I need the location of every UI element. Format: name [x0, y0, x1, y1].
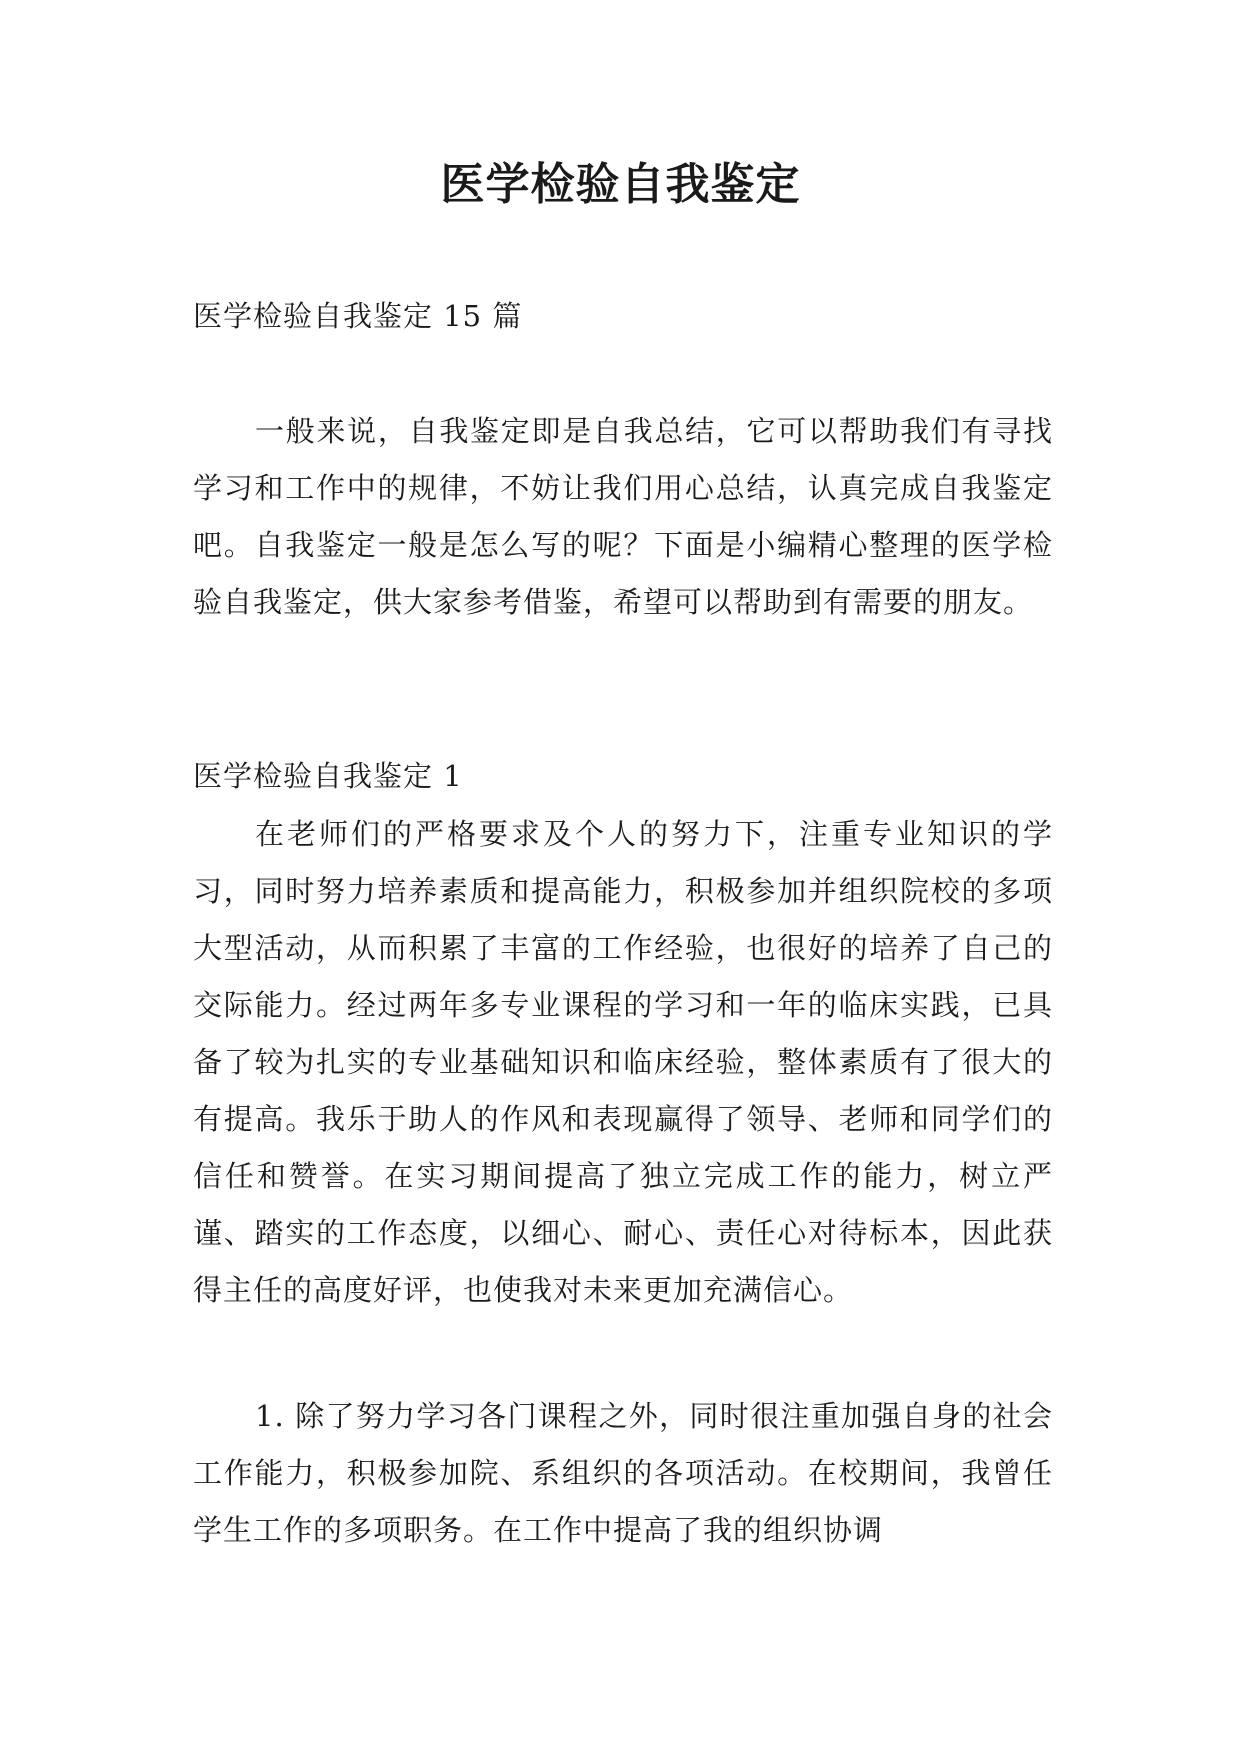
document-subtitle: 医学检验自我鉴定 15 篇 — [193, 299, 523, 333]
body-paragraph-2: 1. 除了努力学习各门课程之外，同时很注重加强自身的社会工作能力，积极参加院、系组织的各项活动。在校期间，我曾任学生工作的多项职务。在工作中提高了我的组织协调 — [193, 1399, 1053, 1547]
section-heading: 医学检验自我鉴定 1 — [193, 759, 463, 793]
body-paragraph-1: 在老师们的严格要求及个人的努力下，注重专业知识的学习，同时努力培养素质和提高能力，积极参加并组织院校的多项大型活动，从而积累了丰富的工作经验，也很好的培养了自己的交际能力。经过两年多专业课程的学习和一年的临床实践，已具备了较为扎实的专业基础知识和临床经验，整体素质有了很大的有提高。我乐于助人的作风和表现赢得了领导、老师和同学们的信任和赞誉。在实习期间提高了独立完成工作的能力，树立严谨、踏实的工作态度，以细心、耐心、责任心对待标本，因此获得主任的高度好评，也使我对未来更加充满信心。 — [193, 817, 1053, 1307]
intro-paragraph: 一般来说，自我鉴定即是自我总结，它可以帮助我们有寻找学习和工作中的规律，不妨让我们用心总结，认真完成自我鉴定吧。自我鉴定一般是怎么写的呢？下面是小编精心整理的医学检验自我鉴定，供大家参考借鉴，希望可以帮助到有需要的朋友。 — [193, 414, 1053, 619]
document-title: 医学检验自我鉴定 — [440, 159, 801, 210]
